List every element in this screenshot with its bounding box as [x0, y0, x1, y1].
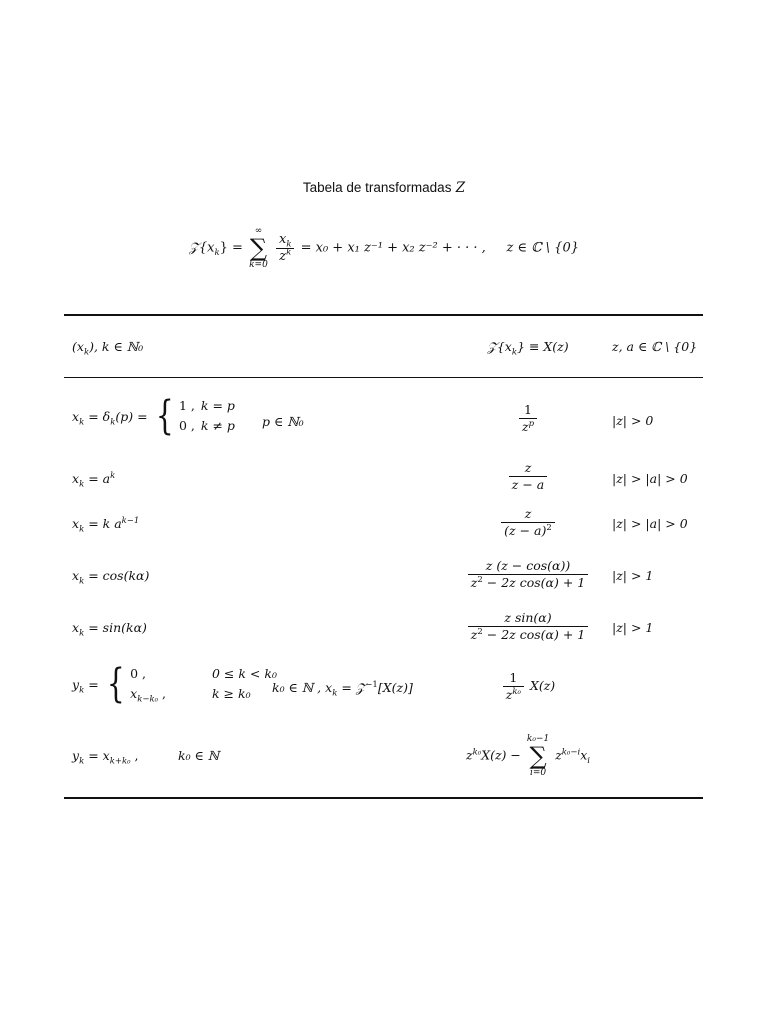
row4-lhs-end: = sin(kα): [88, 620, 147, 635]
row2-lhs-sub: k: [79, 524, 85, 535]
def-lhs-end: } =: [219, 240, 243, 256]
row3-lhs-end: = cos(kα): [88, 568, 150, 583]
row5-param-end2: [X(z)]: [377, 680, 413, 695]
row0-case2-val: 0 ,: [178, 418, 195, 433]
row3-roc-text: |z| > 1: [612, 568, 654, 583]
def-frac-num-sub: k: [286, 239, 292, 250]
row0-lhs: x: [72, 408, 80, 424]
row1-lhs-end: = a: [88, 471, 111, 486]
row6-post: z: [555, 747, 562, 763]
row3-roc: [612, 568, 653, 583]
header-transform: [460, 339, 596, 358]
row1-den: z − a: [509, 476, 547, 492]
row5-lhs-sub: k: [79, 685, 85, 695]
row5-case1-val: 0 ,: [130, 666, 147, 681]
header-domain: [612, 339, 697, 354]
header-col1-sub: k: [83, 347, 90, 358]
def-frac-num: x: [278, 231, 287, 247]
row1-lhs-sup: k: [110, 470, 116, 481]
row5-case2-val: x: [130, 686, 138, 701]
row5-transform: [460, 671, 596, 702]
header-col3-sub: k: [511, 347, 518, 358]
row0-den: z: [521, 419, 529, 434]
row5-case2-val-end: ,: [162, 686, 166, 701]
row3-transform: [460, 559, 596, 590]
table-row: [72, 620, 147, 639]
row3-den: z: [470, 575, 478, 590]
row5-param: [272, 679, 413, 699]
def-sum-top: ∞: [254, 226, 263, 236]
row0-num: 1: [524, 402, 532, 417]
row0-cases: { 1 , k = p 0 , k ≠ p: [152, 396, 241, 436]
row5-cases: { 0 , 0 ≤ k < k₀ $x_{k-k_0}$ , k ≥ k₀: [103, 664, 283, 704]
row4-den-sup: 2: [477, 626, 483, 637]
header-col3: 𝒵{x: [487, 339, 512, 354]
row6-param-text: k₀ ∈ ℕ: [178, 748, 220, 763]
row1-roc-text: |z| > |a| > 0: [612, 471, 688, 486]
row6-lhs-sub2: k+k₀: [109, 756, 131, 767]
row6-lhs: y: [72, 748, 80, 763]
row6-sum: k₀−1 ∑ i=0: [526, 734, 550, 778]
row0-lhs-sub: k: [79, 417, 85, 427]
row1-lhs: x: [72, 471, 80, 486]
row4-num: z sin(α): [504, 610, 552, 625]
row0-transform: [460, 403, 596, 434]
header-col4: z, a ∈ ℂ \ {0}: [612, 339, 698, 354]
row0-roc: [612, 413, 653, 428]
row5-param-text: k₀ ∈ ℕ , x: [272, 680, 333, 695]
table-row: [72, 470, 116, 490]
row2-lhs-sup: k−1: [121, 515, 140, 526]
title-text: Tabela de transformadas: [302, 180, 452, 195]
header-col3-end: } ≡ X(z): [517, 339, 569, 354]
def-lhs: 𝒵{x: [189, 240, 215, 256]
row1-num: z: [524, 460, 532, 475]
row5-case2-cond: k ≥ k₀: [212, 686, 251, 701]
row6-post-sup: k₀−i: [561, 747, 581, 758]
header-col1-end: ), k ∈ ℕ₀: [89, 339, 144, 354]
table-row: [72, 748, 139, 767]
row5-after: X(z): [529, 678, 556, 693]
header-col1: (x: [72, 339, 84, 354]
table-row: [72, 661, 283, 707]
def-sum-bottom: k=0: [249, 260, 268, 270]
row0-param-text: p ∈ ℕ₀: [262, 414, 304, 429]
row5-den: z: [505, 687, 513, 702]
row5-param-sub: k: [332, 688, 338, 699]
row3-num: z (z − cos(α)): [485, 558, 571, 573]
row2-den-sup: 2: [546, 522, 552, 533]
row2-transform: [460, 507, 596, 538]
def-sum: ∞ ∑ k=0: [249, 226, 268, 270]
row2-roc-text: |z| > |a| > 0: [612, 516, 688, 531]
row4-den: z: [470, 627, 478, 642]
def-fraction: [276, 233, 295, 264]
def-frac-den: z: [279, 248, 287, 264]
row4-lhs-sub: k: [79, 628, 85, 639]
row6-lhs-end2: ,: [134, 748, 139, 763]
row0-case1-cond: k = p: [200, 398, 235, 413]
row0-lhs-sub2: k: [110, 417, 116, 427]
row0-case2-cond: k ≠ p: [200, 418, 235, 433]
row5-num: 1: [509, 670, 518, 685]
row4-roc-text: |z| > 1: [612, 620, 654, 635]
title-variable: Z: [455, 180, 466, 196]
row3-lhs-sub: k: [79, 576, 85, 587]
row6-sum-top: k₀−1: [526, 734, 550, 744]
row3-den-sup: 2: [477, 574, 483, 585]
row0-param: [262, 414, 304, 429]
row0-roc-text: |z| > 0: [612, 413, 654, 428]
row4-transform: [460, 611, 596, 642]
row5-case2-val-sub: k−k₀: [137, 694, 159, 705]
row2-lhs-end: = k a: [88, 516, 122, 531]
definition-formula: [0, 226, 768, 270]
def-expansion: = x₀ + x₁ z⁻¹ + x₂ z⁻² + · · · ,: [300, 240, 486, 256]
row5-lhs: y: [72, 676, 80, 692]
row5-case1-cond: 0 ≤ k < k₀: [212, 666, 277, 681]
row4-roc: [612, 620, 653, 635]
row3-lhs: x: [72, 568, 80, 583]
row1-transform: [460, 461, 596, 492]
row5-den-sup: k₀: [512, 686, 521, 697]
row6-end: x: [580, 747, 588, 763]
row3-den-end: − 2z cos(α) + 1: [486, 575, 586, 590]
row2-den: (z − a): [504, 523, 547, 538]
row2-lhs: x: [72, 516, 80, 531]
table-row: [72, 515, 140, 535]
row6-end-sub: i: [587, 756, 590, 766]
table-row: [72, 393, 241, 439]
row1-lhs-sub: k: [79, 479, 85, 490]
row6-pre: z: [466, 747, 473, 763]
row5-param-end: = 𝒵: [341, 680, 366, 695]
row2-roc: [612, 516, 688, 531]
row6-lhs-end: = x: [88, 748, 110, 763]
row6-pre-sup: k₀: [472, 747, 482, 758]
top-rule: [64, 314, 703, 316]
row1-roc: [612, 471, 688, 486]
row0-lhs-end2: (p) =: [115, 408, 148, 424]
def-domain: z ∈ ℂ \ {0}: [506, 240, 579, 256]
row6-mid: X(z) −: [481, 747, 521, 763]
def-frac-den-sup: k: [286, 247, 292, 258]
row6-transform: [452, 734, 604, 778]
row4-lhs: x: [72, 620, 80, 635]
def-lhs-sub: k: [214, 248, 220, 259]
row5-lhs-end: =: [88, 676, 99, 692]
row0-case1-val: 1 ,: [178, 398, 195, 413]
row6-lhs-sub: k: [79, 756, 85, 767]
table-row: [72, 568, 150, 587]
bottom-rule: [64, 797, 703, 799]
page-title: [0, 180, 768, 196]
row0-den-sup: p: [528, 418, 535, 429]
row5-param-sup: −1: [365, 679, 378, 690]
header-sequence: [72, 339, 144, 358]
row2-num: z: [524, 506, 532, 521]
header-rule: [64, 377, 703, 378]
row6-param: [178, 748, 219, 763]
row6-sum-bottom: i=0: [529, 768, 547, 778]
row4-den-end: − 2z cos(α) + 1: [486, 627, 586, 642]
row0-lhs-end: = δ: [88, 408, 111, 424]
